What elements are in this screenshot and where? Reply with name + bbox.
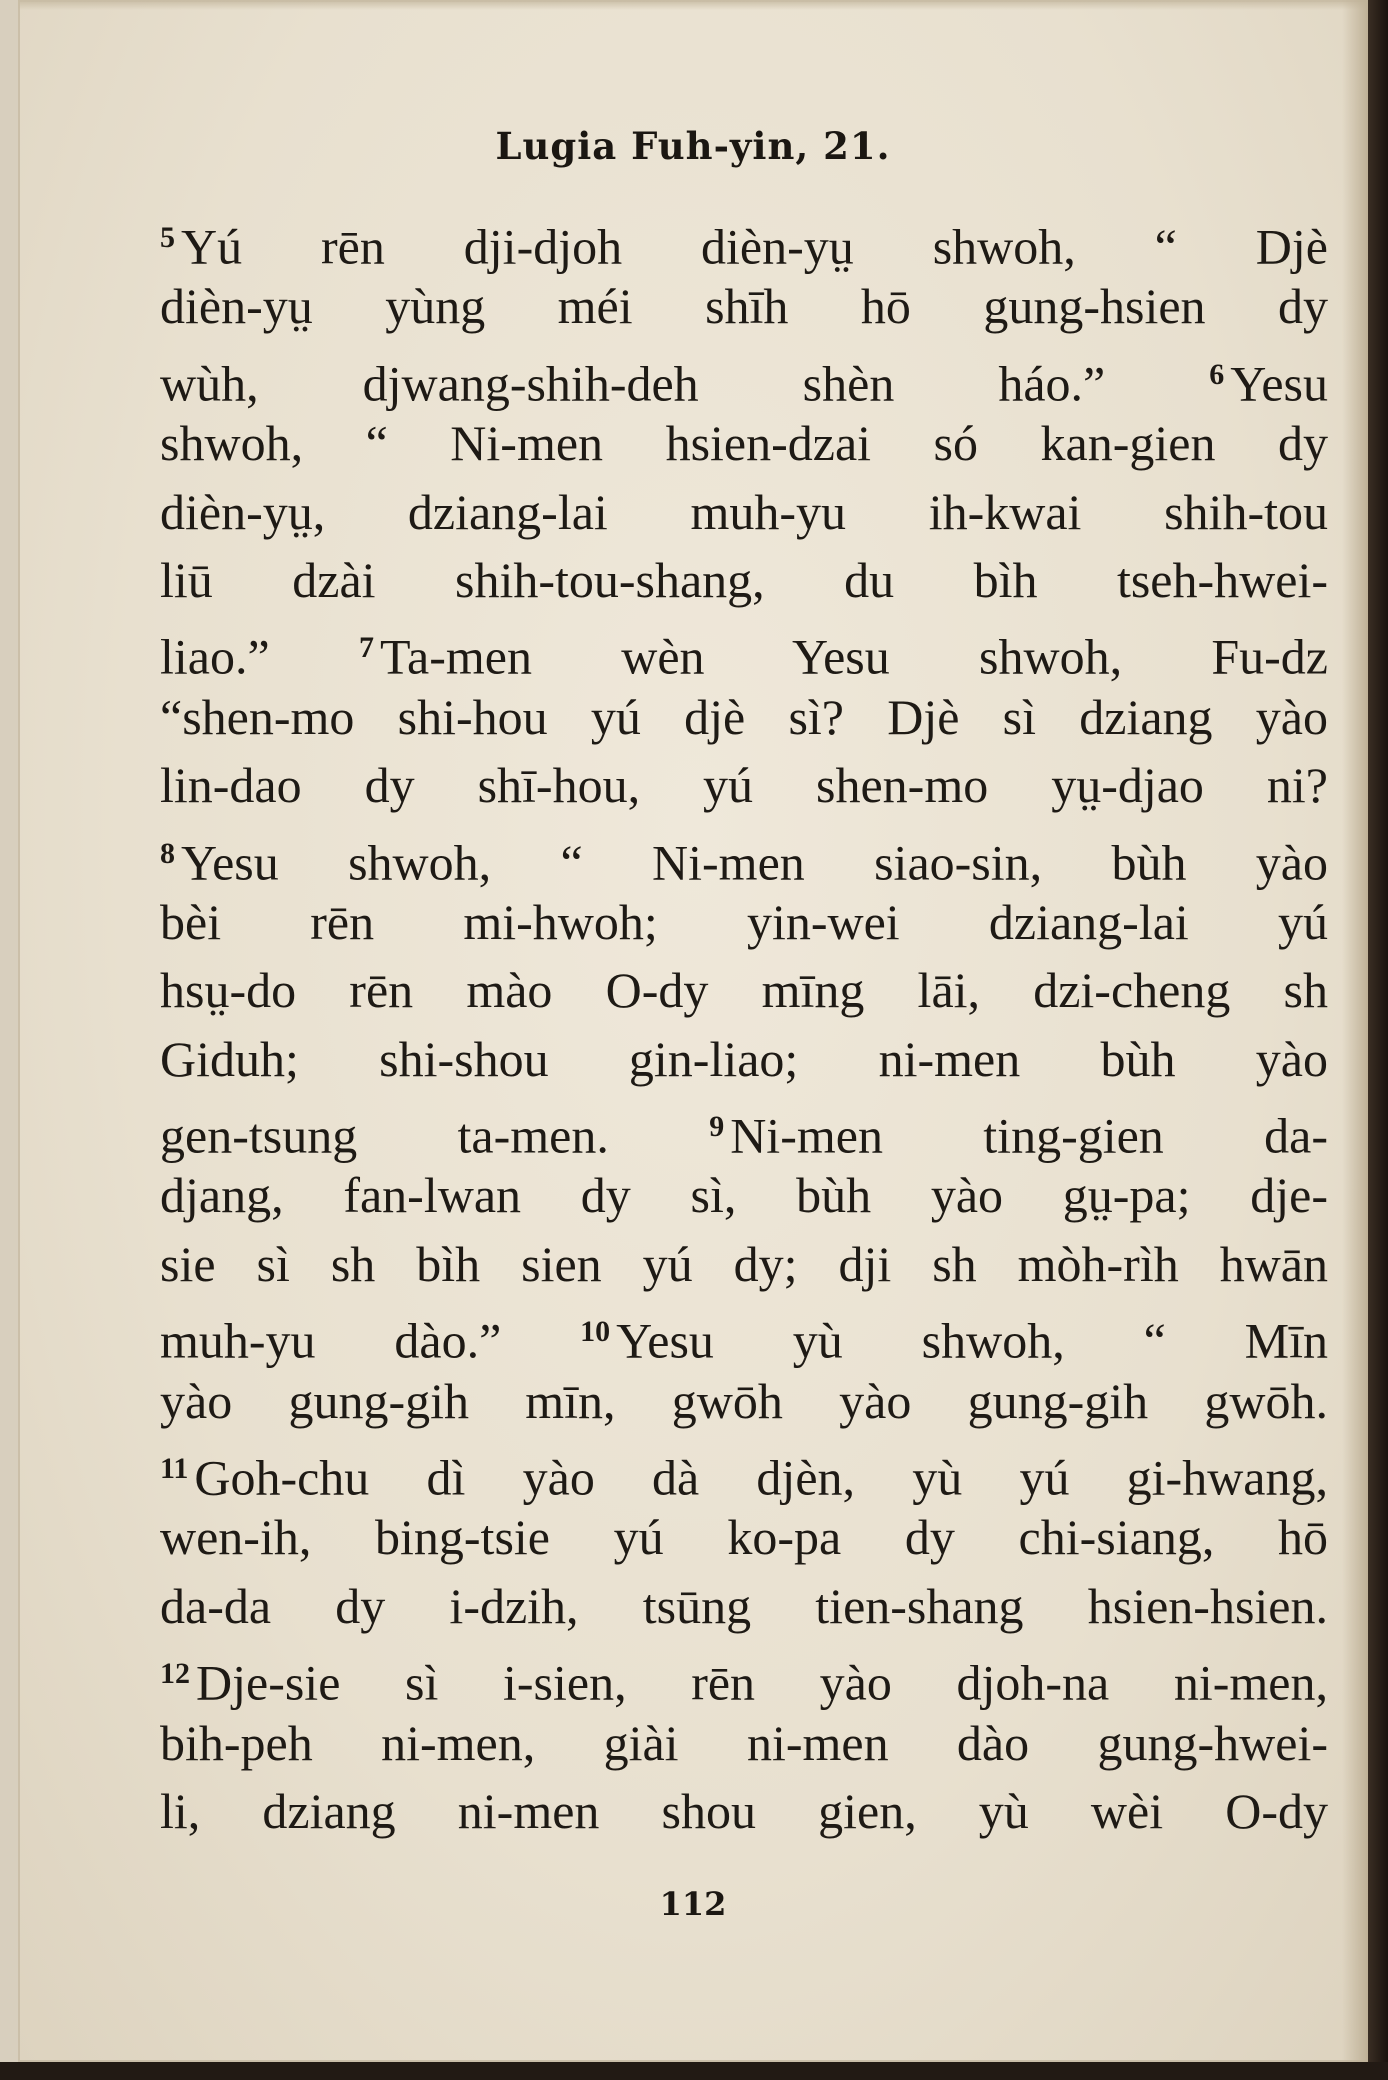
photo-background-bottom <box>0 2062 1388 2080</box>
text-line: li, dziang ni-men shou gien, yù wèi O-dy <box>160 1782 1328 1839</box>
verse-number: 8 <box>160 836 175 870</box>
text-line: muh-yu dào.” $^{10}$ Yesu yù shwoh, “ Mīn <box>160 1312 1328 1369</box>
verse-number: 6 <box>1209 357 1225 391</box>
text-line: dièn-yṳ yùng méi shīh hō gung-hsien dy <box>160 278 1328 335</box>
text-line: yào gung-gih mīn, gwōh yào gung-gih gwōh. <box>160 1372 1328 1429</box>
text-line: bih-peh ni-men, giài ni-men dào gung-hwei- <box>160 1714 1328 1771</box>
text-line: gen-tsung ta-men. $^9$ Ni-men ting-gien da- <box>160 1107 1328 1164</box>
text-line: sie sì sh bìh sien yú dy; dji sh mòh-rìh hwān <box>160 1235 1328 1292</box>
text-line: hsṳ-do rēn mào O-dy mīng lāi, dzi-cheng sh <box>160 962 1328 1019</box>
text-line: bèi rēn mi-hwoh; yin-wei dziang-lai yú <box>160 893 1328 950</box>
verse-number: 7 <box>358 631 374 665</box>
text-line: djang, fan-lwan dy sì, bùh yào gṳ-pa; dje- <box>160 1167 1328 1224</box>
text-line: $^{12}$ Dje-sie sì i-sien, rēn yào djoh-na ni-men, <box>160 1654 1328 1711</box>
page-number: 112 <box>659 1885 727 1923</box>
text-line: $^8$ Yesu shwoh, “ Ni-men siao-sin, bùh yào <box>160 834 1328 891</box>
text-line: wùh, djwang-shih-deh shèn háo.” $^6$ Yesu <box>160 355 1328 412</box>
verse-number: 5 <box>160 221 175 254</box>
text-line: Giduh; shi-shou gin-liao; ni-men bùh yào <box>160 1030 1328 1087</box>
text-line: dièn-yṳ, dziang-lai muh-yu ih-kwai shih-tou <box>160 483 1328 540</box>
book-page <box>18 0 1368 2062</box>
text-line: wen-ih, bing-tsie yú ko-pa dy chi-siang, hō <box>160 1509 1328 1566</box>
page-edge-shadow-right <box>1342 0 1368 2062</box>
text-line: da-da dy i-dzih, tsūng tien-shang hsien-hsien. <box>160 1577 1328 1634</box>
text-line: liao.” $^7$ Ta-men wèn Yesu shwoh, Fu-dz <box>160 628 1328 685</box>
text-line: lin-dao dy shī-hou, yú shen-mo yṳ-djao ni? <box>160 757 1328 814</box>
verse-number: 12 <box>160 1657 190 1691</box>
text-line: $^{11}$ Goh-chu dì yào dà djèn, yù yú gi-hwang, <box>160 1449 1328 1506</box>
verse-number: 9 <box>709 1110 725 1144</box>
text-line: liū dzài shih-tou-shang, du bìh tseh-hwei- <box>160 551 1328 608</box>
body-text <box>160 204 1328 1845</box>
text-line: $^5$ Yú rēn dji-djoh dièn-yṳ shwoh, “ Djè <box>160 218 1328 275</box>
verse-number: 11 <box>160 1452 189 1486</box>
photo-background-right <box>1368 0 1388 2080</box>
page-edge-shadow <box>18 0 1368 10</box>
text-line: shwoh, “ Ni-men hsien-dzai só kan-gien dy <box>160 415 1328 472</box>
running-header: Lugia Fuh-yin, 21. <box>495 124 891 168</box>
text-line: “shen-mo shi-hou yú djè sì? Djè sì dziang yào <box>160 688 1328 745</box>
verse-number: 10 <box>580 1315 611 1349</box>
